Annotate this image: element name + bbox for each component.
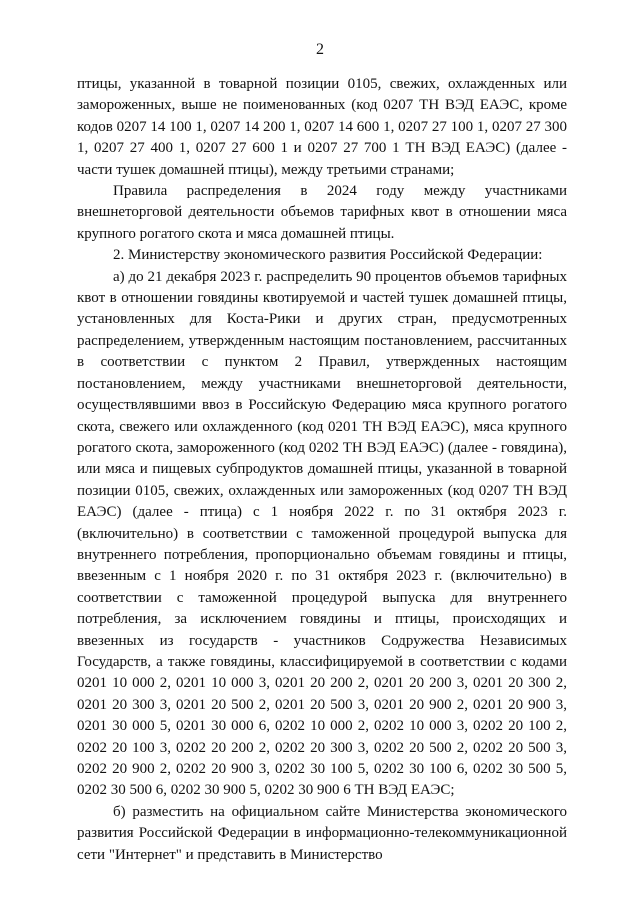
paragraph-item-a: а) до 21 декабря 2023 г. распределить 90 процентов объемов тарифных квот в отношении говядины квотируемой и частей тушек домашней птицы, установленных для Коста-Рики и других стран, предусмотренных распределением, утвержденным настоящим постановлением, рассчитанных в соответствии с пунктом 2 Правил, утвержденных настоящим постановлением, между участниками внешнеторговой деятельности, осуществлявшими ввоз в Российскую Федерацию мяса крупного рогатого скота, свежего или охлажденного (код 0201 ТН ВЭД ЕАЭС), мяса крупного рогатого скота, замороженного (код 0202 ТН ВЭД ЕАЭС) (далее - говядина), или мяса и пищевых субпродуктов домашней птицы, указанной в товарной позиции 0105, свежих, охлажденных или замороженных (код 0207 ТН ВЭД ЕАЭС) (далее - птица) с 1 ноября 2022 г. по 31 октября 2023 г. (включительно) в соответствии с таможенной процедурой выпуска для внутреннего потребления, пропорционально объемам говядины и птицы, ввезенным с 1 ноября 2020 г. по 31 октября 2023 г. (включительно) в соответствии с таможенной процедурой выпуска для внутреннего потребления, за исключением говядины и птицы, происходящих и ввезенных из государств - участников Содружества Независимых Государств, а также говядины, классифицируемой в соответствии с кодами 0201 10 000 2, 0201 10 000 3, 0201 20 200 2, 0201 20 200 3, 0201 20 300 2, 0201 20 300 3, 0201 20 500 2, 0201 20 500 3, 0201 20 900 2, 0201 20 900 3, 0201 30 000 5, 0201 30 000 6, 0202 10 000 2, 0202 10 000 3, 0202 20 100 2, 0202 20 100 3, 0202 20 200 2, 0202 20 300 3, 0202 20 500 2, 0202 20 500 3, 0202 20 900 2, 0202 20 900 3, 0202 30 100 5, 0202 30 100 6, 0202 30 500 5, 0202 30 500 6, 0202 30 900 5, 0202 30 900 6 ТН ВЭД ЕАЭС;	[77, 268, 567, 799]
paragraph-poultry-parts: птицы, указанной в товарной позиции 0105, свежих, охлажденных или замороженных, выше не поименованных (код 0207 ТН ВЭД ЕАЭС, кроме кодов 0207 14 100 1, 0207 14 200 1, 0207 14 600 1, 0207 27 100 1, 0207 27 300 1, 0207 27 400 1, 0207 27 600 1 и 0207 27 700 1 ТН ВЭД ЕАЭС) (далее - части тушек домашней птицы), между третьими странами;	[77, 76, 567, 178]
paragraph-ministry-heading: 2. Министерству экономического развития Российской Федерации:	[113, 247, 543, 264]
page-number: 2	[316, 41, 324, 58]
paragraph-distribution-rules: Правила распределения в 2024 году между участниками внешнеторговой деятельности объемов тарифных квот в отношении мяса крупного рогатого скота и мяса домашней птицы.	[77, 183, 567, 242]
paragraph-item-b: б) разместить на официальном сайте Министерства экономического развития Российской Федерации в информационно-телекоммуникационной сети "Интернет" и представить в Министерство	[77, 803, 567, 863]
document-body	[77, 74, 567, 866]
